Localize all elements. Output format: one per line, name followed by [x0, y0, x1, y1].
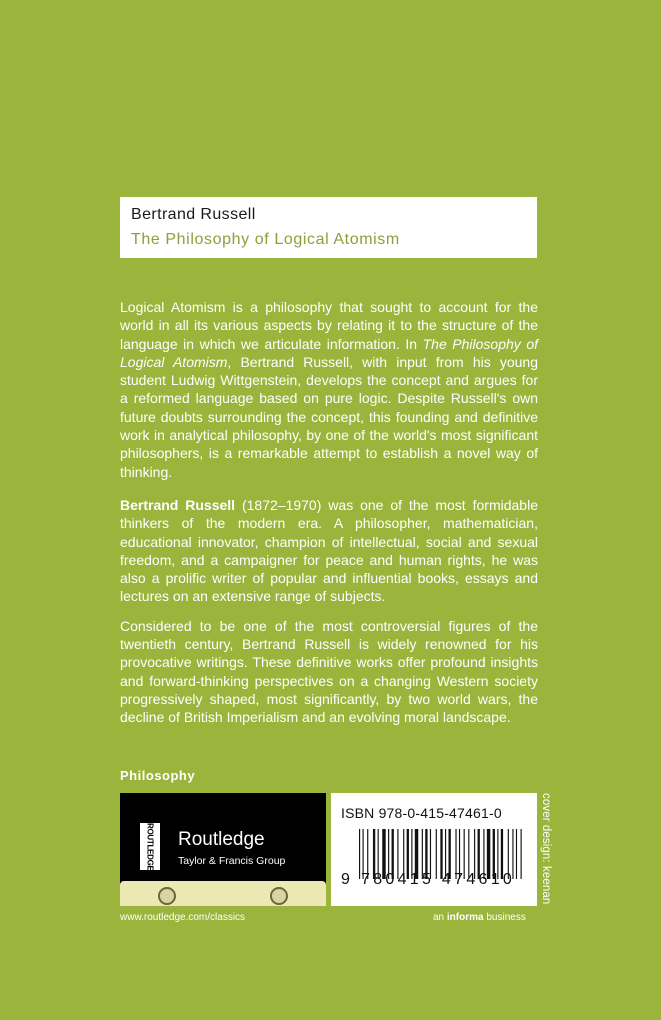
barcode-bar	[359, 829, 360, 879]
publisher-name: Routledge	[178, 829, 265, 850]
blurb-text: , Bertrand Russell, with input from his young student Ludwig Wittgenstein, develops the concept and argues for a reformed language based on pure logic. Despite Russell's own future doubts surrounding the concept, this founding and definitive work in analytical philosophy, by one of the world's most significant philosophers, is a remarkable attempt to establish a novel way of thinking.	[120, 353, 538, 480]
blurb	[120, 298, 538, 738]
blurb-paragraph-3: Considered to be one of the most controversial figures of the twentieth century, Bertrand Russell is widely renowned for his provocative writings. These definitive works offer profound insights and forward-thinking perspectives on a changing Western society progressively shaped, most significantly, by two world wars, the decline of British Imperialism and an evolving moral landscape.	[120, 617, 538, 726]
cover-design-credit: cover design: keenan	[540, 793, 552, 905]
book-title-italic: The Philosophy of Logical Atomism	[120, 335, 538, 370]
tape-reel-icon	[158, 887, 176, 905]
ean-first-digit: 9	[341, 871, 350, 888]
cassette-tape-image	[120, 881, 326, 906]
publisher-logo-panel	[120, 793, 326, 906]
category-label: Philosophy	[120, 768, 196, 783]
ean-digits: 780415 474610	[361, 871, 516, 888]
barcode-panel	[331, 793, 537, 906]
publisher-group: Taylor & Francis Group	[178, 855, 286, 867]
barcode-bar	[516, 829, 517, 879]
author-name-bold: Bertrand Russell	[120, 496, 236, 513]
informa-prefix: an	[433, 912, 447, 923]
blurb-text: (1872–1970) was one of the most formidable thinkers of the modern era. A philosopher, mathematician, educational innovator, champion of intellectual, social and sexual freedom, and a campaigner for peace and human rights, he was also a prolific writer of popular and influential books, essays and lectures on an extensive range of subjects.	[120, 496, 538, 605]
author-name: Bertrand Russell	[131, 206, 256, 223]
blurb-paragraph-2	[120, 496, 538, 606]
blurb-text: Logical Atomism is a philosophy that sought to account for the world in all its various aspects by relating it to the structure of the language in which we articulate information. In	[120, 299, 538, 352]
book-title: The Philosophy of Logical Atomism	[131, 231, 400, 248]
informa-brand: informa	[446, 912, 484, 923]
barcode-bar	[521, 829, 522, 879]
routledge-r-logo-icon: ROUTLEDGE	[140, 823, 160, 870]
title-box	[120, 197, 537, 258]
tape-reel-icon	[270, 887, 288, 905]
isbn-number: ISBN 978-0-415-47461-0	[341, 805, 502, 821]
informa-suffix: business	[483, 912, 526, 923]
website-url: www.routledge.com/classics	[120, 912, 246, 923]
blurb-paragraph-1	[120, 298, 538, 481]
informa-business-tagline	[433, 912, 526, 923]
